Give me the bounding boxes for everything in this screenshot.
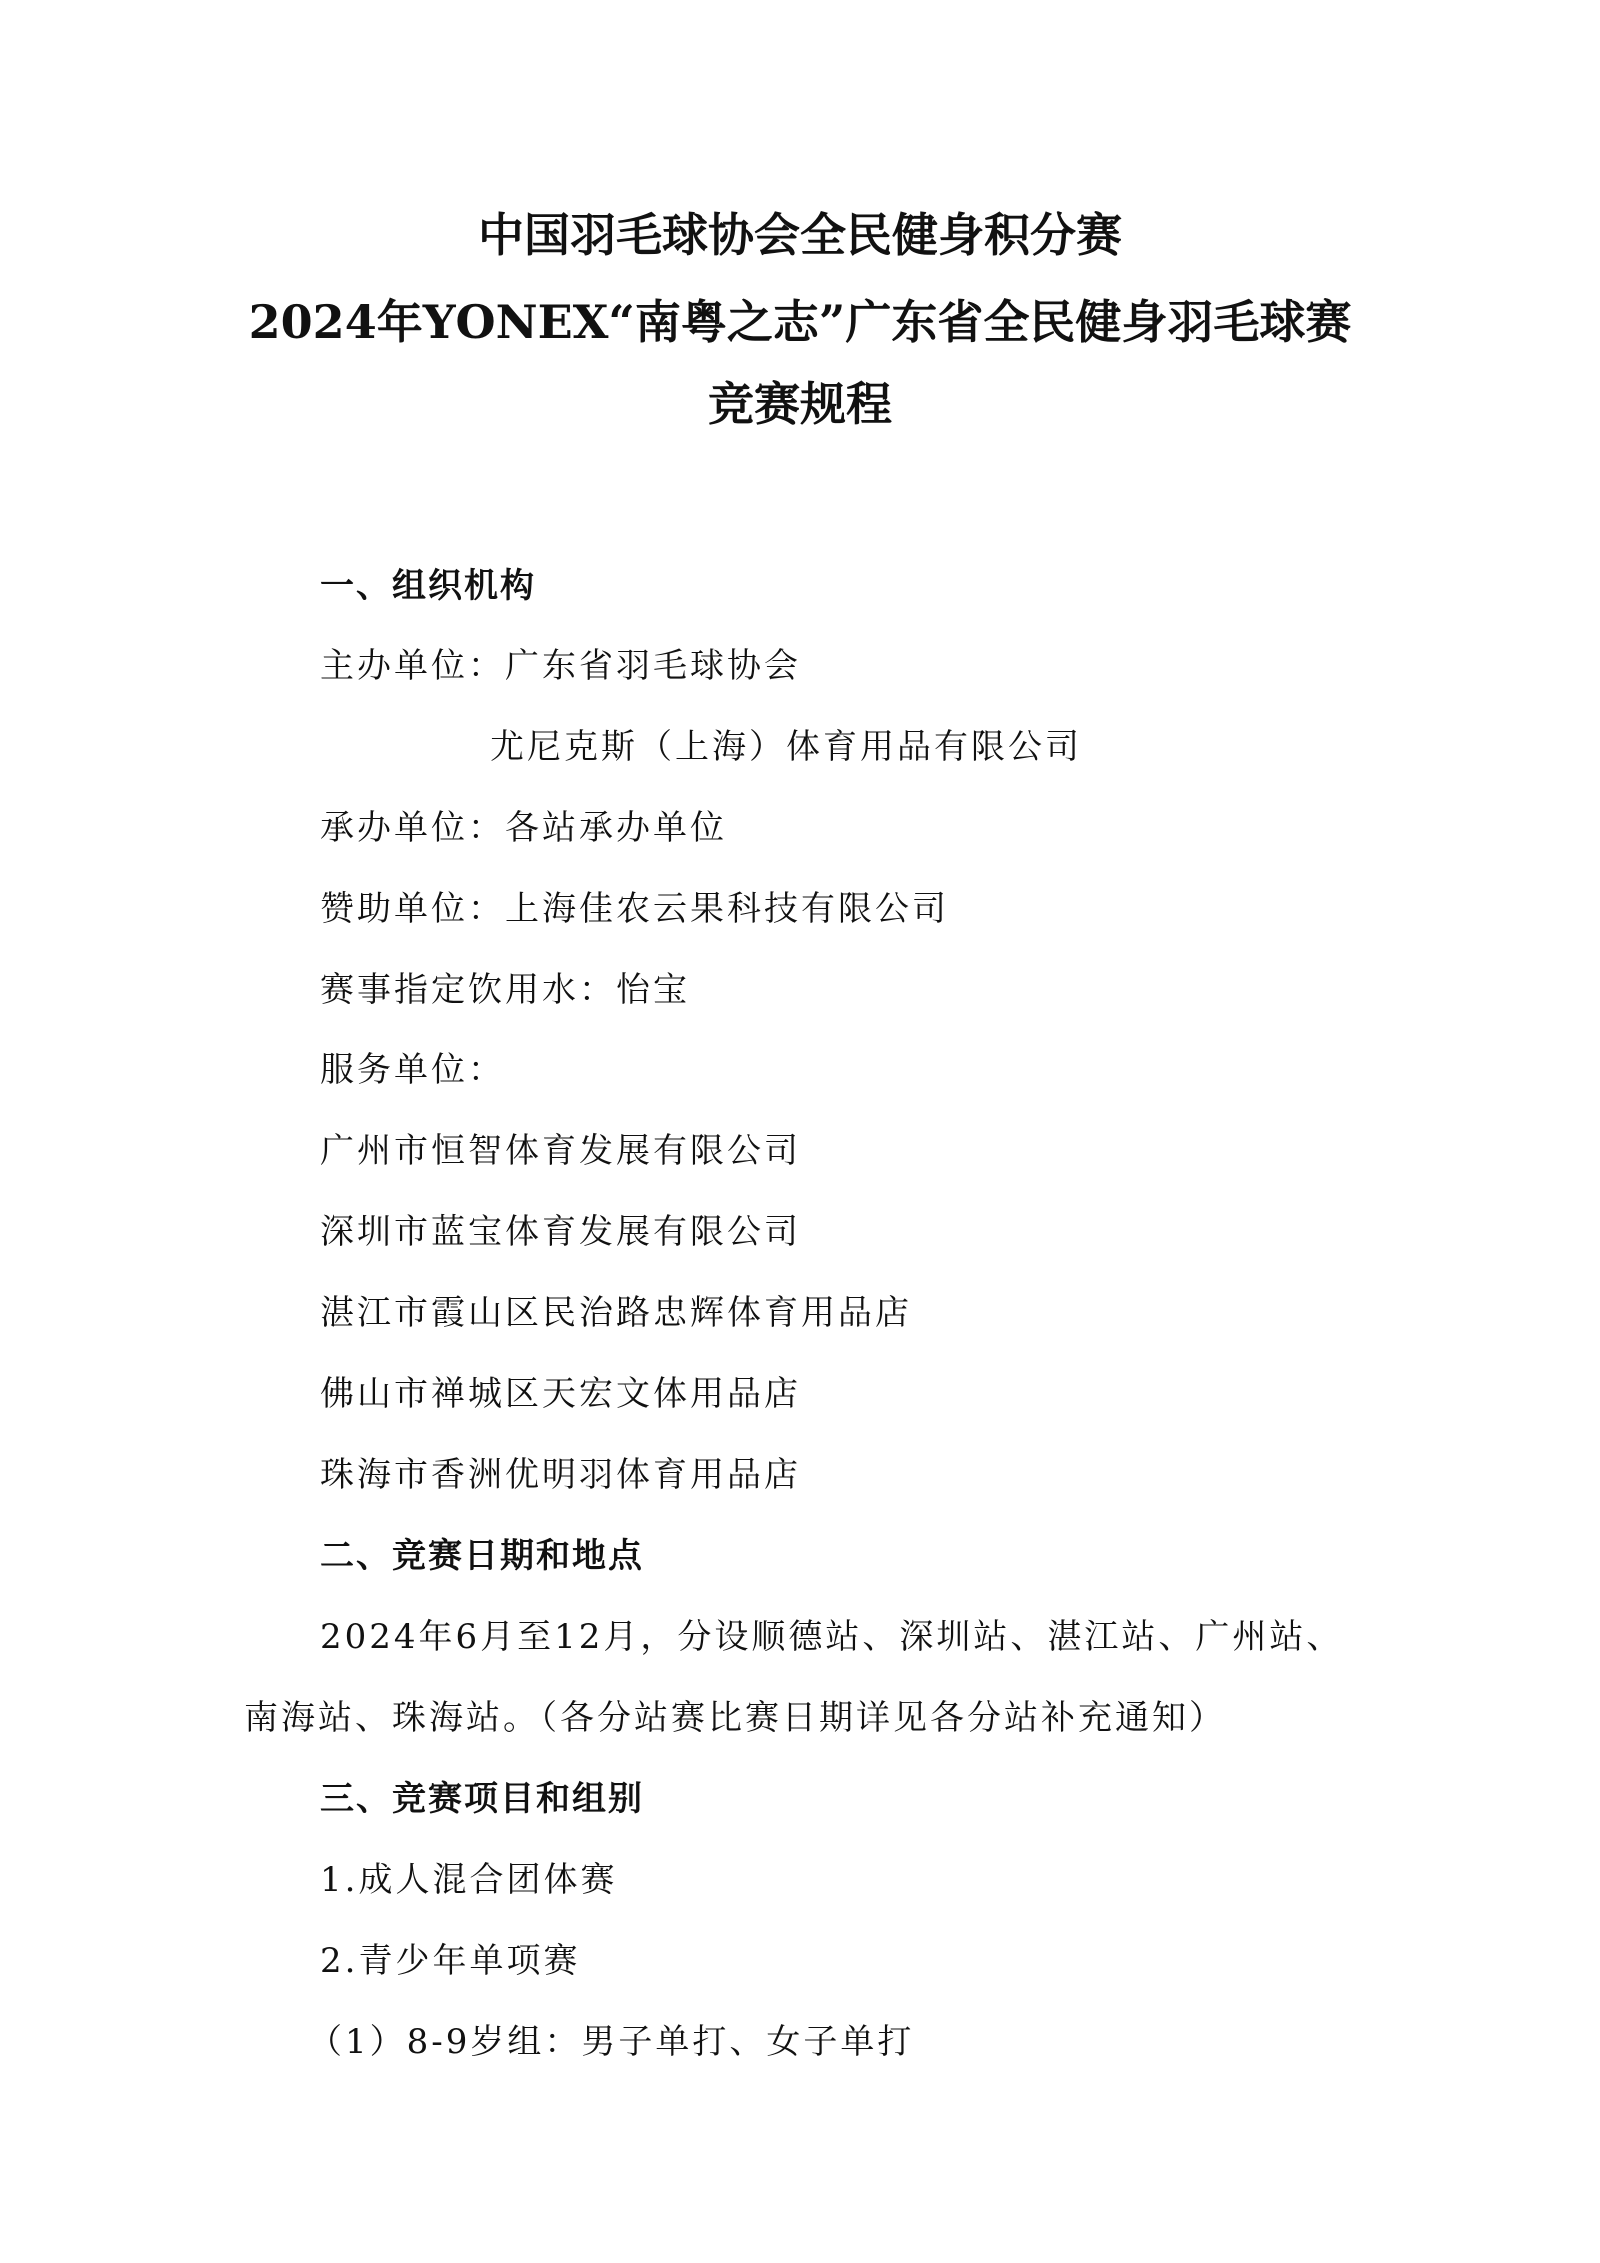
service-unit-item: 佛山市禅城区天宏文体用品店 bbox=[320, 1374, 801, 1414]
service-unit-item: 深圳市蓝宝体育发展有限公司 bbox=[320, 1212, 801, 1252]
section-3-heading: 三、竞赛项目和组别 bbox=[320, 1779, 644, 1819]
host-unit-line-1: 主办单位：广东省羽毛球协会 bbox=[320, 646, 801, 686]
designated-water: 赛事指定饮用水：怡宝 bbox=[320, 970, 690, 1010]
service-unit-item: 湛江市霞山区民治路忠辉体育用品店 bbox=[320, 1293, 912, 1333]
section-2-paragraph-line-1: 2024年6月至12月，分设顺德站、深圳站、湛江站、广州站、 bbox=[320, 1617, 1344, 1657]
organizer-unit: 承办单位：各站承办单位 bbox=[320, 808, 727, 848]
document-title-line-1: 中国羽毛球协会全民健身积分赛 bbox=[478, 208, 1122, 262]
service-unit-item: 珠海市香洲优明羽体育用品店 bbox=[320, 1455, 801, 1495]
competition-item: 1.成人混合团体赛 bbox=[320, 1860, 618, 1900]
competition-item: 2.青少年单项赛 bbox=[320, 1941, 581, 1981]
service-units-label: 服务单位： bbox=[320, 1050, 505, 1090]
document-title-line-2: 2024年YONEX“南粤之志”广东省全民健身羽毛球赛 bbox=[248, 295, 1352, 349]
service-unit-item: 广州市恒智体育发展有限公司 bbox=[320, 1131, 801, 1171]
document-title-line-3: 竞赛规程 bbox=[708, 377, 892, 431]
sponsor-unit: 赞助单位：上海佳农云果科技有限公司 bbox=[320, 889, 949, 929]
competition-sub-item: （1）8-9岁组：男子单打、女子单打 bbox=[308, 2022, 915, 2062]
section-2-heading: 二、竞赛日期和地点 bbox=[320, 1536, 644, 1576]
section-1-heading: 一、组织机构 bbox=[320, 566, 536, 606]
host-unit-line-2: 尤尼克斯（上海）体育用品有限公司 bbox=[490, 727, 1082, 767]
section-2-paragraph-line-2: 南海站、珠海站。（各分站赛比赛日期详见各分站补充通知） bbox=[244, 1698, 1226, 1738]
